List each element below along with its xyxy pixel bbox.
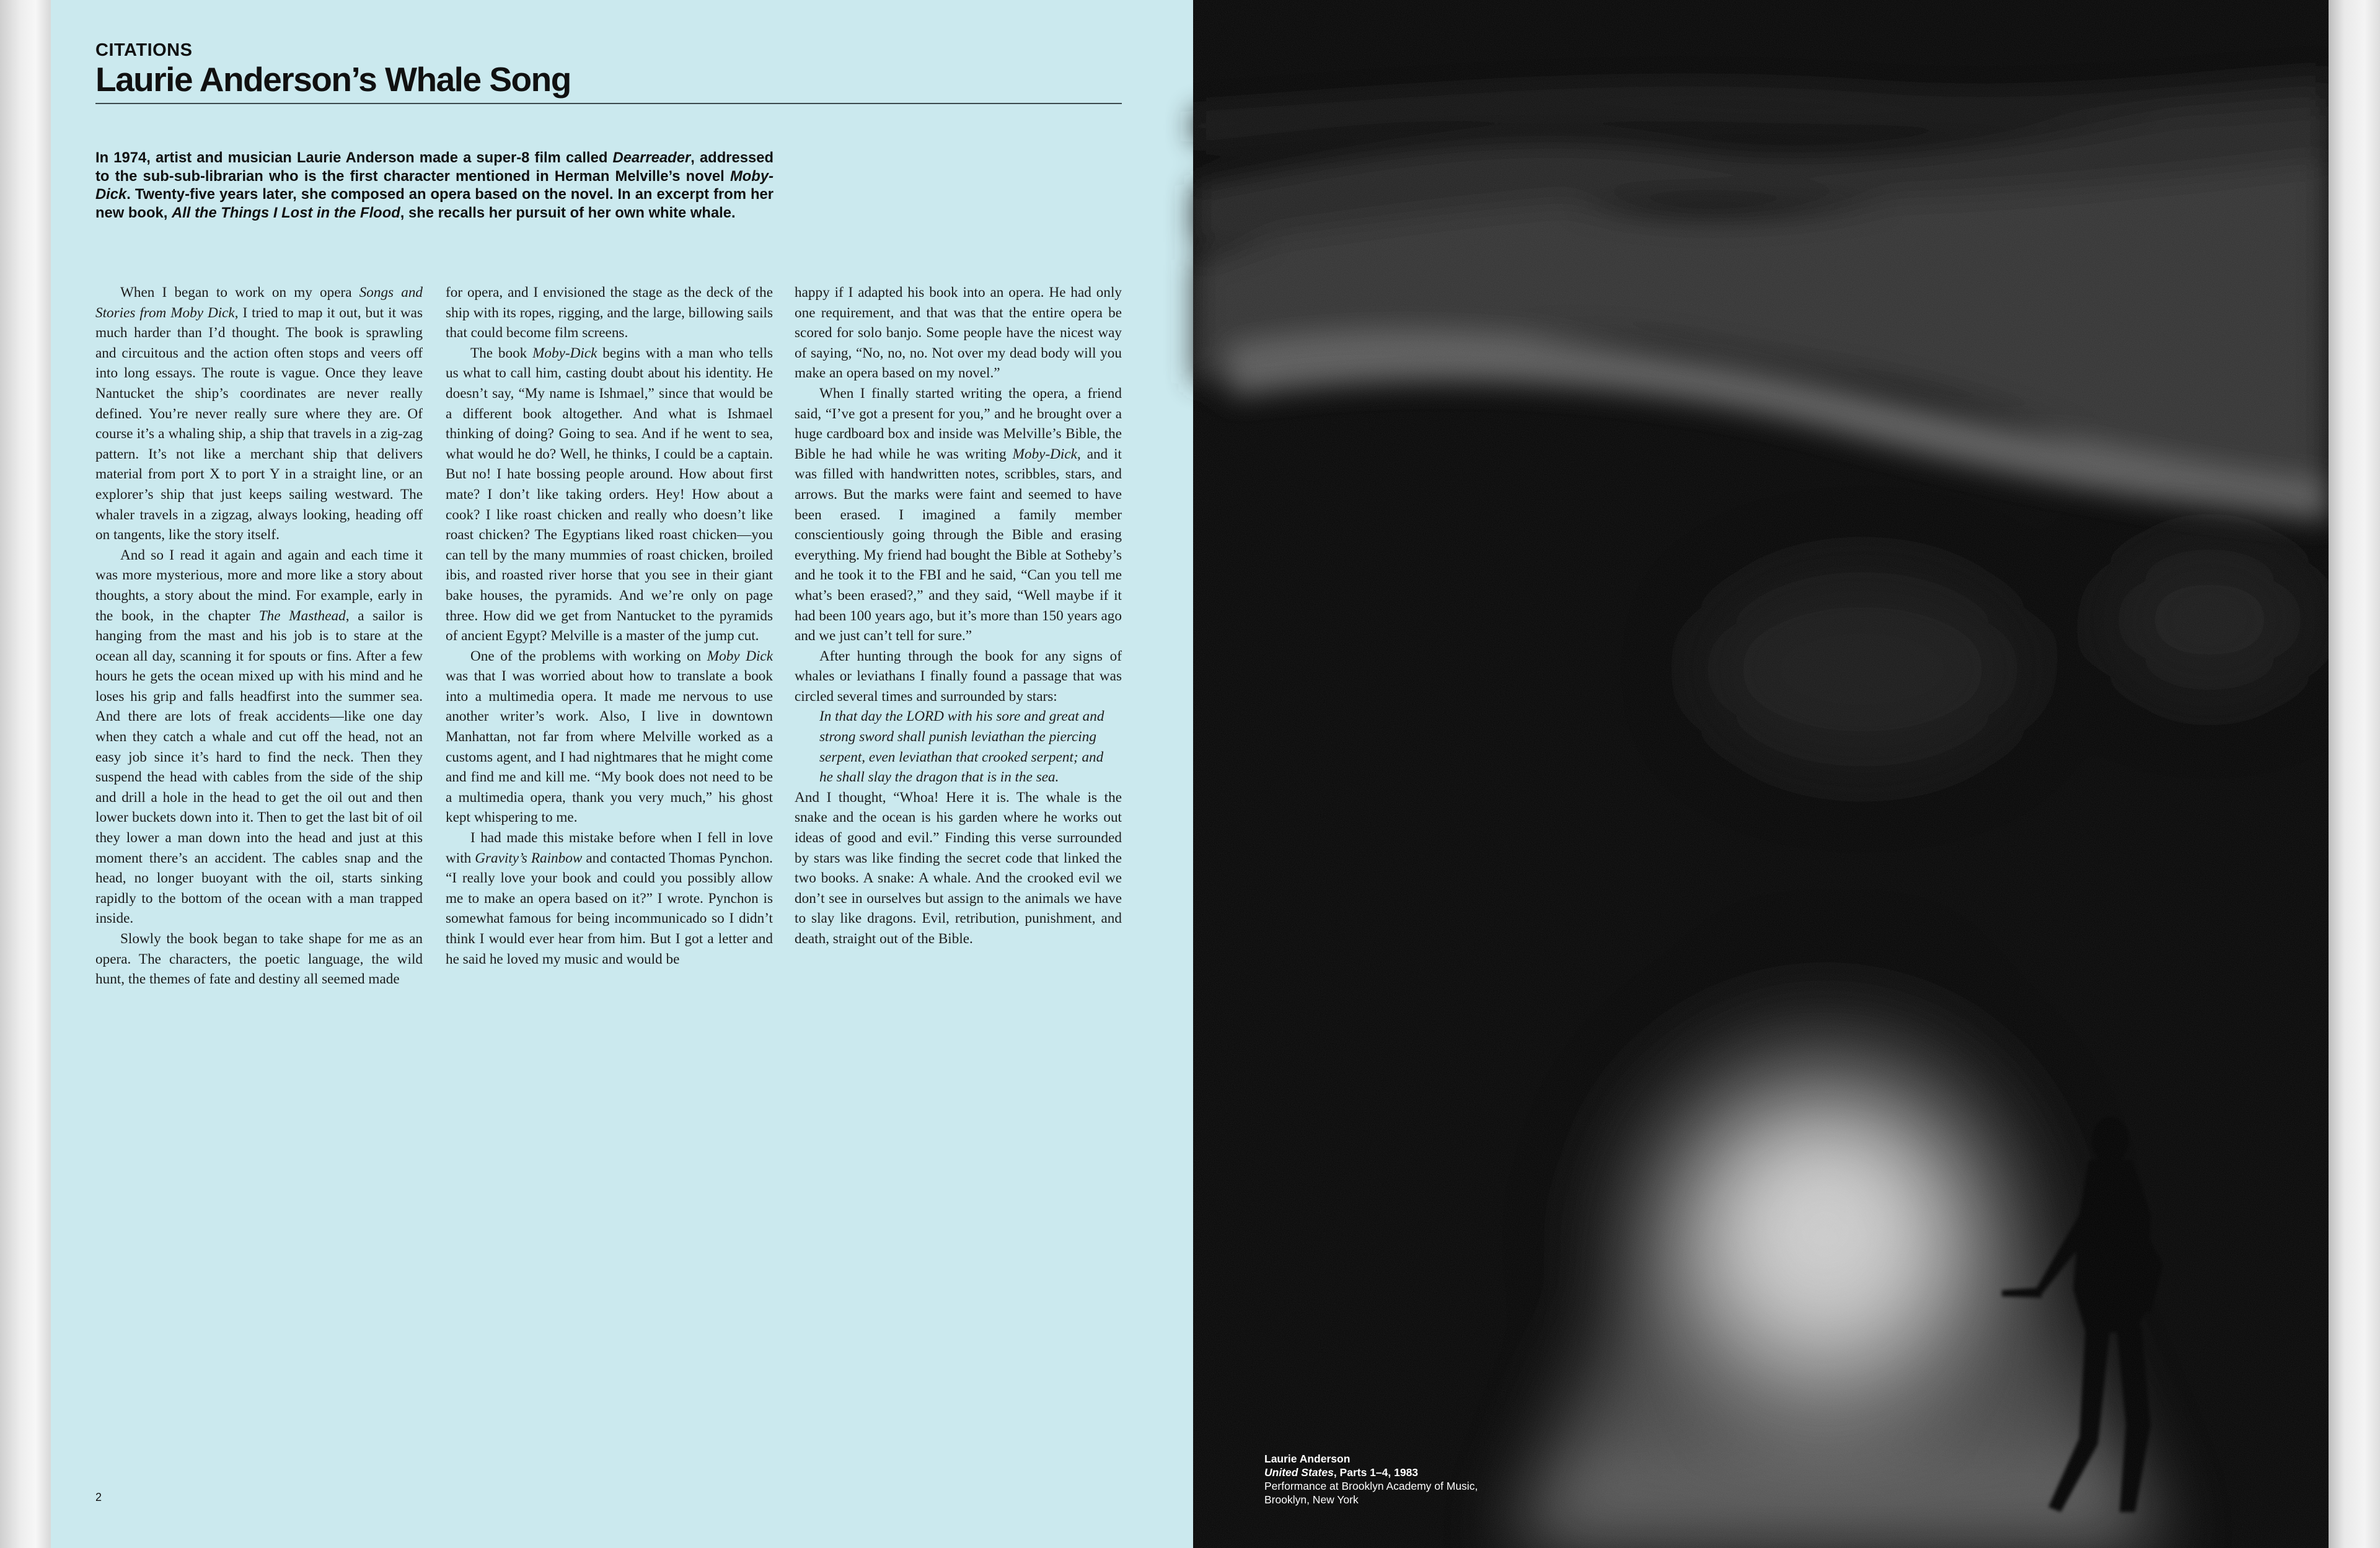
spread-edge-right bbox=[2329, 0, 2380, 1548]
body-run: The book bbox=[470, 345, 533, 361]
body-run: for opera, and I envisioned the stage as the deck of the ship with its ropes, rigging, and the large, billowing sails that could become film screens. bbox=[446, 284, 773, 341]
caption-artist: Laurie Anderson bbox=[1264, 1453, 1351, 1465]
body-column-3 bbox=[795, 283, 1122, 949]
article-dek bbox=[95, 149, 774, 222]
caption-work-title: United States bbox=[1264, 1466, 1334, 1479]
dek-run: In 1974, artist and musician Laurie Anderson made a super-8 film called bbox=[95, 149, 613, 166]
caption-venue: Performance at Brooklyn Academy of Music, bbox=[1264, 1480, 1478, 1492]
dek-italic-run: Dearreader bbox=[612, 149, 691, 166]
body-paragraph bbox=[795, 646, 1122, 707]
bible-verse bbox=[795, 706, 1122, 787]
body-paragraph bbox=[446, 646, 773, 828]
caption-work-parts: , Parts 1–4, 1983 bbox=[1333, 1466, 1419, 1479]
body-italic-run: Moby Dick bbox=[707, 648, 773, 664]
body-paragraph bbox=[95, 929, 423, 990]
verse-line: In that day the LORD with his sore and great and bbox=[819, 708, 1104, 725]
body-paragraph bbox=[446, 828, 773, 969]
body-italic-run: Songs and Stories from Moby Dick bbox=[95, 284, 423, 321]
left-page bbox=[51, 0, 1193, 1548]
body-run: and contacted Thomas Pynchon. “I really love your book and could you possibly allow me to make an opera based on it?” I wrote. Pynchon is somewhat famous for being incommunicado so I didn’t think I would ever hear from him. But I got a letter and he said he loved my music and would be bbox=[446, 850, 773, 967]
body-run: When I began to work on my opera bbox=[120, 284, 359, 301]
body-italic-run: Gravity’s Rainbow bbox=[475, 850, 583, 866]
body-paragraph bbox=[795, 384, 1122, 646]
section-kicker: CITATIONS bbox=[95, 40, 193, 60]
body-italic-run: Moby-Dick bbox=[1012, 446, 1077, 462]
body-column-1 bbox=[95, 283, 423, 990]
body-run: begins with a man who tells us what to call him, casting doubt about his identity. He doesn’t say, “My name is Ishmael,” since that would be a different book altogether. And what is Ishmael thinking of doing? Going to sea. And if he went to sea, what would he do? Well, he thinks, I could be a captain. But no! I hate bossing people around. How about first mate? I don’t like taking orders. Hey! How about a cook? I like roast chicken and really who doesn’t like roast chicken? The Egyptians liked roast chicken—you can tell by the many mummies of roast chicken, broiled ibis, and roasted river horse that you see in their giant bake houses, the pyramids. And we’re only on page three. How did we get from Nantucket to the pyramids of ancient Egypt? Melville is a master of the jump cut. bbox=[446, 345, 773, 644]
body-run: When I finally started writing the opera, a friend said, “I’ve got a present for you,” and he brought over a huge cardboard box and inside was Melville’s Bible, the Bible he had while he was writing bbox=[795, 385, 1122, 462]
body-run: , I tried to map it out, but it was much harder than I’d thought. The book is sprawling and circuitous and the action often stops and veers off into long essays. The route is vague. Once they leave Nantucket the ship’s coordinates are never really defined. You’re never really sure where they are. Of course it’s a whaling ship, a ship that travels in a zig-zag pattern. It’s not like a merchant ship that delivers material from port X to port Y in a straight line, or an explorer’s ship that just keeps sailing westward. The whaler travels in a zigzag, always looking, heading off on tangents, like the story itself. bbox=[95, 304, 423, 543]
body-paragraph bbox=[446, 283, 773, 343]
body-run: And I thought, “Whoa! Here it is. The whale is the snake and the ocean is his garden where he works out ideas of good and evil.” Finding this verse surrounded by stars was like finding the secret code that linked the two books. A snake: A whale. And the crooked evil we don’t see in ourselves but assign to the animals we have to slay like dragons. Evil, retribution, punishment, and death, straight out of the Bible. bbox=[795, 789, 1122, 947]
verse-line: he shall slay the dragon that is in the sea. bbox=[819, 769, 1059, 786]
body-run: , and it was filled with handwritten notes, scribbles, stars, and arrows. But the marks were faint and seemed to have been erased. I imagined a family member conscientiously going through the Bible and erasing everything. My friend had bought the Bible at Sotheby’s and he took it to the FBI and he said, “Can you tell me what’s been erased?,” and they said, “Well maybe if it had been 100 years ago, but it’s more than 150 years ago and we just can’t tell for sure.” bbox=[795, 446, 1122, 644]
body-paragraph bbox=[95, 545, 423, 929]
title-rule bbox=[95, 103, 1122, 104]
photo-caption bbox=[1264, 1452, 1478, 1506]
body-run: One of the problems with working on bbox=[470, 648, 707, 664]
body-paragraph bbox=[795, 788, 1122, 949]
verse-line: strong sword shall punish leviathan the piercing bbox=[819, 729, 1096, 745]
article-headline: Laurie Anderson’s Whale Song bbox=[95, 60, 571, 99]
performance-photo bbox=[1193, 0, 2329, 1548]
dek-run: , she recalls her pursuit of her own white whale. bbox=[400, 204, 736, 221]
body-run: I had made this mistake before when I fell in love with bbox=[446, 830, 773, 866]
right-page bbox=[1193, 0, 2329, 1548]
dek-run: , addressed to the sub-sub-librarian who is the first character mentioned in Herman Melville’s novel bbox=[95, 149, 774, 185]
caption-work bbox=[1264, 1466, 1478, 1479]
body-run: , a sailor is hanging from the mast and his job is to stare at the ocean all day, scanning it for spouts or fins. After a few hours he gets the ocean mixed up with his mind and he loses his grip and falls headfirst into the summer sea. And there are lots of freak accidents—like one day when they catch a whale and cut off the head, not an easy job since it’s hard to find the neck. Then they suspend the head with cables from the side of the ship and drill a hole in the head to get the oil out and then lower buckets down into it. Then to get the last bit of oil they lower a man down into the head and just at this moment there’s an accident. The cables snap and the head, no longer buoyant with the oil, starts sinking rapidly to the bottom of the ocean with a man trapped inside. bbox=[95, 607, 423, 927]
body-italic-run: Moby-Dick bbox=[532, 345, 597, 361]
body-column-2 bbox=[446, 283, 773, 969]
body-run: And so I read it again and again and each time it was more mysterious, more and more like a story about thoughts, a story about the mind. For example, early in the book, in the chapter bbox=[95, 547, 423, 624]
caption-city: Brooklyn, New York bbox=[1264, 1493, 1359, 1506]
body-paragraph bbox=[795, 283, 1122, 384]
body-run: was that I was worried about how to translate a book into a multimedia opera. It made me nervous to use another writer’s work. Also, I live in downtown Manhattan, not far from where Melville worked as a customs agent, and I had nightmares that he might come and find me and kill me. “My book does not need to be a multimedia opera, thank you very much,” his ghost kept whispering to me. bbox=[446, 668, 773, 826]
dek-run: . Twenty-five years later, she composed an opera based on the novel. In an excerpt from her new book, bbox=[95, 186, 774, 221]
body-italic-run: The Masthead bbox=[258, 607, 346, 624]
spread-edge-left bbox=[0, 0, 51, 1548]
body-paragraph bbox=[95, 283, 423, 545]
body-run: Slowly the book began to take shape for me as an opera. The characters, the poetic language, the wild hunt, the themes of fate and destiny all seemed made bbox=[95, 931, 423, 988]
dek-italic-run: Moby-Dick bbox=[95, 167, 774, 203]
dek-italic-run: All the Things I Lost in the Flood bbox=[171, 204, 400, 221]
body-run: happy if I adapted his book into an opera. He had only one requirement, and that was that the entire opera be scored for solo banjo. Some people have the nicest way of saying, “No, no, no. Not over my dead body will you make an opera based on my novel.” bbox=[795, 284, 1122, 382]
page-number: 2 bbox=[95, 1491, 102, 1503]
verse-line: serpent, even leviathan that crooked serpent; and bbox=[819, 749, 1104, 765]
body-run: After hunting through the book for any signs of whales or leviathans I finally found a passage that was circled several times and surrounded by stars: bbox=[795, 648, 1122, 705]
body-paragraph bbox=[446, 343, 773, 646]
